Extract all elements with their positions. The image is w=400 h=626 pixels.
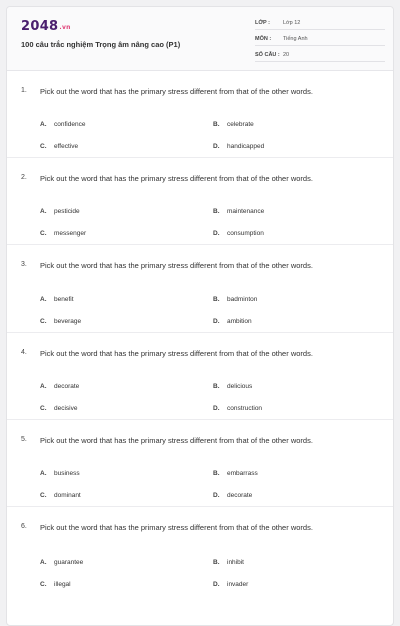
option-letter: B.	[213, 559, 220, 566]
option-letter: B.	[213, 296, 220, 303]
option-text: construction	[227, 405, 263, 412]
option-b[interactable]	[213, 296, 257, 303]
option-letter: A.	[40, 470, 47, 477]
question-number: 3.	[21, 261, 27, 268]
option-text: celebrate	[227, 121, 254, 128]
option-b[interactable]	[213, 470, 258, 477]
option-text: invader	[227, 581, 249, 588]
meta-row-subject	[255, 33, 385, 46]
meta-row-class	[255, 17, 385, 30]
option-text: dominant	[54, 492, 81, 499]
option-text: maintenance	[227, 208, 265, 215]
option-letter: C.	[40, 318, 47, 325]
option-letter: C.	[40, 143, 47, 150]
option-letter: A.	[40, 121, 47, 128]
meta-info	[255, 17, 385, 65]
option-letter: C.	[40, 581, 47, 588]
option-letter: A.	[40, 208, 47, 215]
option-letter: C.	[40, 492, 47, 499]
option-c[interactable]	[40, 405, 77, 412]
option-text: decisive	[54, 405, 78, 412]
option-a[interactable]	[40, 121, 85, 128]
option-text: decorate	[227, 492, 253, 499]
option-text: handicapped	[227, 143, 265, 150]
option-d[interactable]	[213, 230, 264, 237]
option-text: illegal	[54, 581, 71, 588]
page-title: 100 câu trắc nghiệm Trọng âm nâng cao (P1)	[21, 40, 181, 49]
option-text: embarrass	[227, 470, 258, 477]
option-a[interactable]	[40, 296, 74, 303]
meta-value: 20	[283, 52, 290, 58]
option-d[interactable]	[213, 405, 262, 412]
option-a[interactable]	[40, 470, 80, 477]
option-text: beverage	[54, 318, 82, 325]
meta-value: Tiếng Anh	[283, 36, 308, 42]
question-text: Pick out the word that has the primary stress different from that of the other words.	[40, 436, 313, 445]
option-d[interactable]	[213, 143, 264, 150]
option-letter: A.	[40, 296, 47, 303]
option-c[interactable]	[40, 143, 78, 150]
option-letter: C.	[40, 405, 47, 412]
question-text: Pick out the word that has the primary stress different from that of the other words.	[40, 87, 313, 96]
option-letter: D.	[213, 492, 220, 499]
question-item	[7, 333, 393, 420]
question-text: Pick out the word that has the primary stress different from that of the other words.	[40, 523, 313, 532]
logo-suffix: .vn	[59, 24, 71, 31]
option-a[interactable]	[40, 383, 79, 390]
option-text: pesticide	[54, 208, 80, 215]
option-letter: B.	[213, 383, 220, 390]
logo-text: 2048	[21, 19, 59, 34]
option-text: ambition	[227, 318, 252, 325]
option-c[interactable]	[40, 230, 86, 237]
option-text: messenger	[54, 230, 87, 237]
meta-label: SỐ CÂU :	[255, 52, 280, 58]
option-letter: D.	[213, 405, 220, 412]
option-letter: D.	[213, 143, 220, 150]
question-number: 2.	[21, 174, 27, 181]
question-text: Pick out the word that has the primary stress different from that of the other words.	[40, 349, 313, 358]
option-d[interactable]	[213, 492, 252, 499]
site-logo[interactable]	[21, 19, 71, 34]
option-b[interactable]	[213, 121, 254, 128]
option-a[interactable]	[40, 208, 80, 215]
option-c[interactable]	[40, 492, 81, 499]
option-text: effective	[54, 143, 79, 150]
option-b[interactable]	[213, 559, 244, 566]
question-text: Pick out the word that has the primary stress different from that of the other words.	[40, 174, 313, 183]
option-text: badminton	[227, 296, 258, 303]
worksheet	[6, 6, 394, 626]
meta-value: Lớp 12	[283, 20, 301, 26]
question-item	[7, 507, 393, 607]
option-letter: B.	[213, 470, 220, 477]
option-c[interactable]	[40, 581, 71, 588]
option-text: delicious	[227, 383, 253, 390]
meta-row-count	[255, 49, 385, 62]
question-number: 4.	[21, 349, 27, 356]
option-letter: D.	[213, 230, 220, 237]
option-letter: C.	[40, 230, 47, 237]
option-letter: D.	[213, 318, 220, 325]
question-item	[7, 420, 393, 507]
question-number: 6.	[21, 523, 27, 530]
question-item	[7, 245, 393, 333]
option-text: inhibit	[227, 559, 244, 566]
option-letter: A.	[40, 383, 47, 390]
option-a[interactable]	[40, 559, 83, 566]
question-item	[7, 158, 393, 245]
option-letter: B.	[213, 121, 220, 128]
question-number: 5.	[21, 436, 27, 443]
question-number: 1.	[21, 87, 27, 94]
option-letter: B.	[213, 208, 220, 215]
option-b[interactable]	[213, 208, 264, 215]
option-d[interactable]	[213, 318, 252, 325]
option-letter: A.	[40, 559, 47, 566]
question-item	[7, 71, 393, 158]
option-b[interactable]	[213, 383, 252, 390]
option-text: decorate	[54, 383, 80, 390]
meta-label: MÔN :	[255, 36, 272, 42]
option-letter: D.	[213, 581, 220, 588]
worksheet-header	[7, 7, 393, 71]
option-text: business	[54, 470, 80, 477]
option-text: guarantee	[54, 559, 84, 566]
option-c[interactable]	[40, 318, 81, 325]
option-text: consumption	[227, 230, 264, 237]
option-text: confidence	[54, 121, 86, 128]
option-d[interactable]	[213, 581, 248, 588]
question-text: Pick out the word that has the primary stress different from that of the other words.	[40, 261, 313, 270]
meta-label: LỚP :	[255, 20, 270, 26]
option-text: benefit	[54, 296, 74, 303]
